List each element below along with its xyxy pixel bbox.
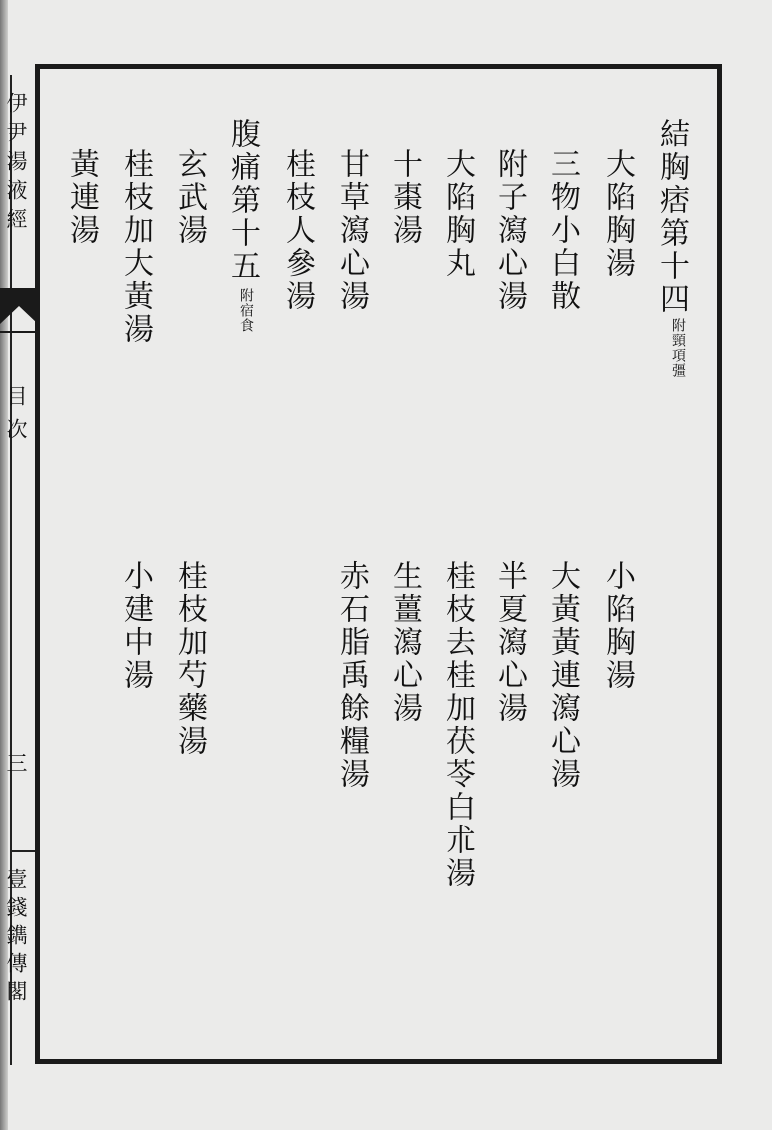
toc-heading-section-15: 腹痛第十五: [225, 118, 260, 283]
toc-entry: 赤石脂禹餘糧湯: [334, 560, 369, 791]
fish-tail-mark: [0, 288, 38, 340]
toc-heading-section-14: 結胸痞第十四: [654, 118, 689, 316]
margin-publisher: 壹錢鐫傳閣: [4, 868, 28, 1008]
toc-entry: 三物小白散: [545, 148, 580, 313]
toc-entry: 十棗湯: [387, 148, 422, 247]
toc-entry: 玄武湯: [172, 148, 207, 247]
margin-book-title: 伊尹湯液經: [4, 92, 28, 237]
toc-heading-note-14: 附頸項彊: [670, 318, 686, 378]
margin-section-label: 目次: [4, 385, 28, 451]
margin-divider: [10, 850, 36, 852]
toc-entry: 生薑瀉心湯: [387, 560, 422, 725]
toc-entry: 桂枝加芍藥湯: [172, 560, 207, 758]
toc-entry: 大陷胸湯: [600, 148, 635, 280]
toc-entry: 甘草瀉心湯: [334, 148, 369, 313]
toc-entry: 桂枝人參湯: [280, 148, 315, 313]
toc-entry: 半夏瀉心湯: [492, 560, 527, 725]
toc-entry: 小陷胸湯: [600, 560, 635, 692]
toc-entry: 大陷胸丸: [440, 148, 475, 280]
toc-entry: 附子瀉心湯: [492, 148, 527, 313]
toc-entry: 黃連湯: [64, 148, 99, 247]
toc-entry: 桂枝去桂加茯苓白朮湯: [440, 560, 475, 890]
toc-entry: 小建中湯: [118, 560, 153, 692]
toc-entry: 大黃黃連瀉心湯: [545, 560, 580, 791]
margin-page-number: 三: [4, 752, 28, 773]
toc-heading-note-15: 附宿食: [238, 288, 254, 333]
toc-entry: 桂枝加大黃湯: [118, 148, 153, 346]
